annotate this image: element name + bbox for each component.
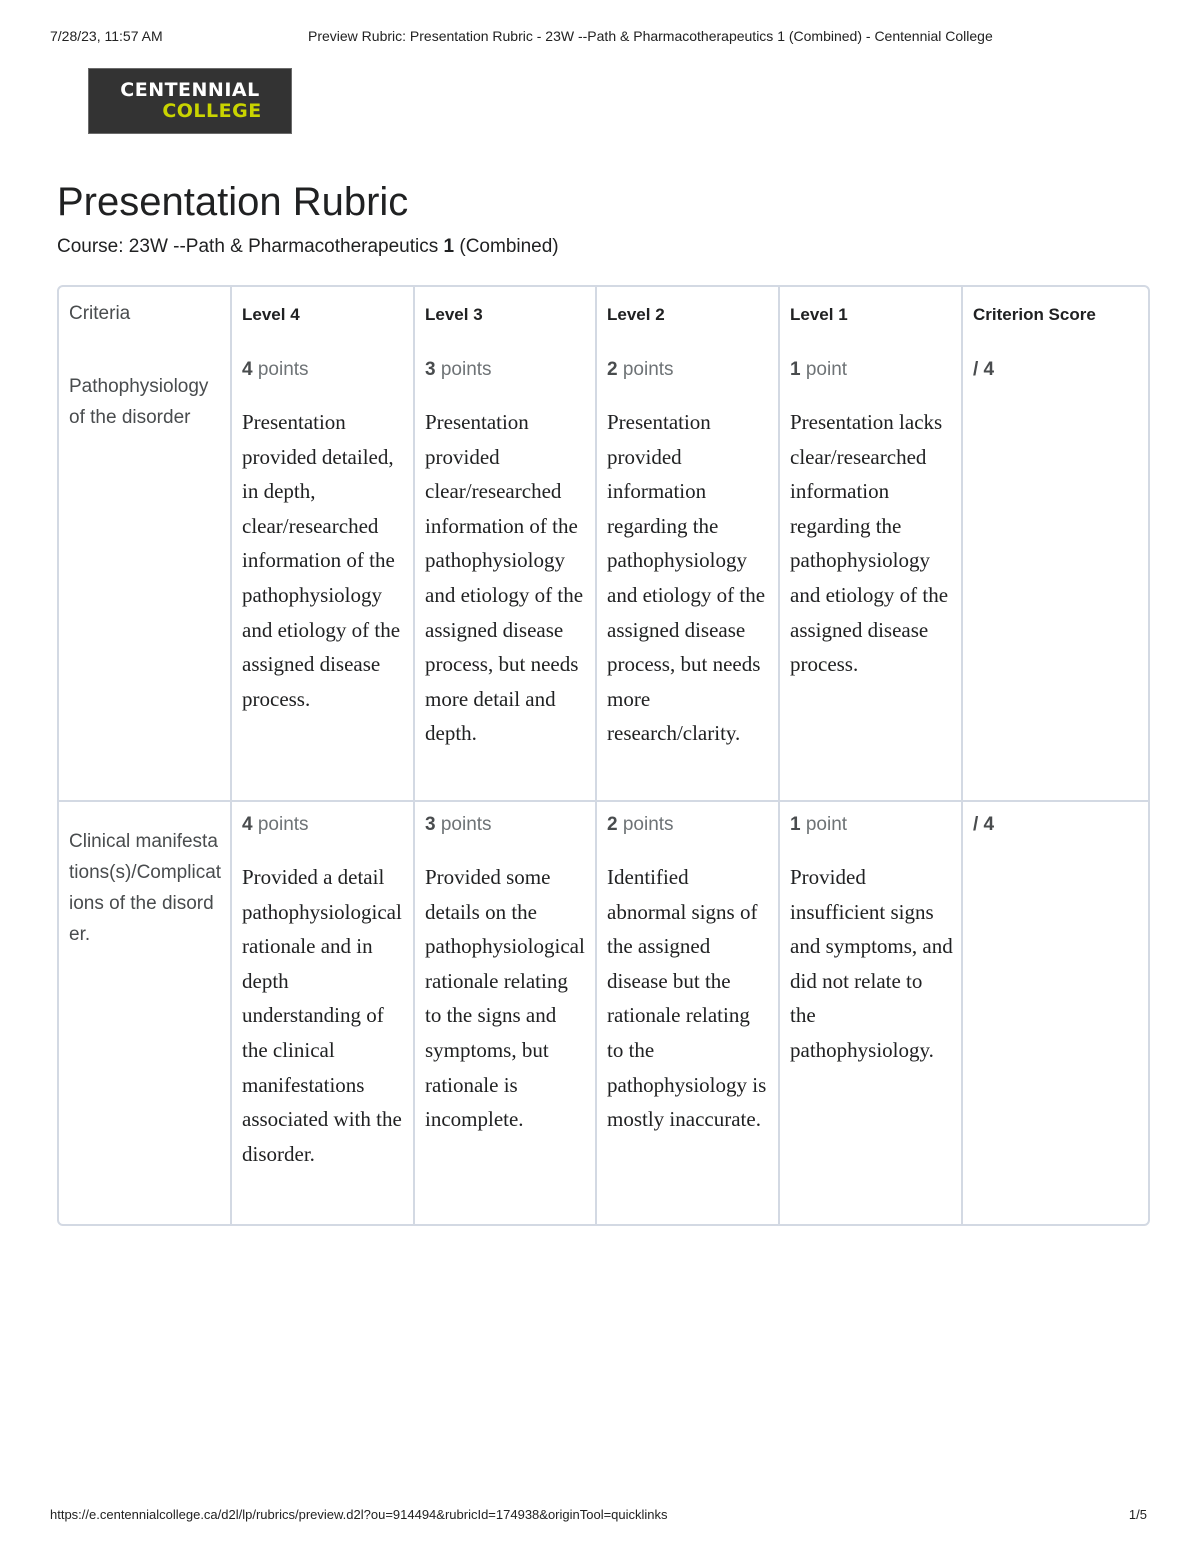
print-page-number: 1/5 xyxy=(1128,1507,1147,1522)
level-cell xyxy=(597,347,780,802)
points-unit: points xyxy=(252,359,309,380)
header-criterion-score: Criterion Score xyxy=(973,305,1096,324)
criterion-score-cell xyxy=(963,802,1148,1224)
points-unit: point xyxy=(800,814,848,835)
criterion-score: / 4 xyxy=(973,359,995,380)
level-description: Presentation provided clear/researched information of the pathophysiology and etiology of the assigned disease process, but needs more detail and depth. xyxy=(425,410,584,746)
level-description: Presentation provided information regarding the pathophysiology and etiology of the assigned disease process, but needs more research/clarity. xyxy=(607,410,766,746)
table-row xyxy=(59,347,1148,802)
points-unit: points xyxy=(617,359,674,380)
rubric-header-row xyxy=(59,287,1148,347)
points-unit: points xyxy=(617,814,674,835)
header-level-3: Level 3 xyxy=(415,287,597,347)
rubric-table xyxy=(57,285,1150,1226)
level-points xyxy=(790,814,953,836)
level-points xyxy=(242,359,405,381)
criterion-name: Pathophysiology of the disorder xyxy=(69,376,209,428)
print-page-title: Preview Rubric: Presentation Rubric - 23W --Path & Pharmacotherapeutics 1 (Combined) - Centennial College xyxy=(308,28,993,44)
header-level-1: Level 1 xyxy=(780,287,963,347)
level-points xyxy=(607,814,770,836)
points-unit: points xyxy=(252,814,309,835)
points-value: 2 xyxy=(607,814,618,835)
logo-line-2: COLLEGE xyxy=(162,100,262,122)
points-value: 2 xyxy=(607,359,618,380)
level-points xyxy=(425,814,587,836)
criterion-score: / 4 xyxy=(973,814,995,835)
level-cell xyxy=(415,802,597,1224)
criterion-cell xyxy=(59,347,232,802)
page-title: Presentation Rubric xyxy=(57,180,409,224)
level-points xyxy=(790,359,953,381)
points-value: 3 xyxy=(425,359,436,380)
course-label xyxy=(57,236,559,258)
level-points xyxy=(242,814,405,836)
level-points xyxy=(607,359,770,381)
course-number: 1 xyxy=(443,236,455,257)
points-unit: points xyxy=(435,814,492,835)
level-cell xyxy=(597,802,780,1224)
header-level-2: Level 2 xyxy=(597,287,780,347)
centennial-college-logo[interactable] xyxy=(88,68,292,134)
level-cell xyxy=(780,347,963,802)
points-value: 3 xyxy=(425,814,436,835)
level-points xyxy=(425,359,587,381)
level-description: Presentation provided detailed, in depth, clear/researched information of the pathophysiology and etiology of the assigned disease process. xyxy=(242,410,401,711)
criterion-cell xyxy=(59,802,232,1224)
logo-line-1: CENTENNIAL xyxy=(120,79,260,101)
course-suffix: (Combined) xyxy=(454,236,559,257)
print-footer-url: https://e.centennialcollege.ca/d2l/lp/rubrics/preview.d2l?ou=914494&rubricId=174938&originTool=quicklinks xyxy=(50,1507,668,1522)
points-value: 1 xyxy=(790,359,801,380)
level-description: Identified abnormal signs of the assigned disease but the rationale relating to the pathophysiology is mostly inaccurate. xyxy=(607,865,767,1132)
level-description: Provided insufficient signs and symptoms, and did not relate to the pathophysiology. xyxy=(790,865,953,1062)
level-description: Provided a detail pathophysiological rationale and in depth understanding of the clinical manifestations associated with the disorder. xyxy=(242,865,402,1166)
level-description: Presentation lacks clear/researched information regarding the pathophysiology and etiology of the assigned disease process. xyxy=(790,410,949,677)
table-row xyxy=(59,802,1148,1224)
points-value: 4 xyxy=(242,359,253,380)
criterion-score-cell xyxy=(963,347,1148,802)
level-cell xyxy=(415,347,597,802)
criterion-name: Clinical manifestations(s)/Complications of the disorder. xyxy=(69,831,222,945)
level-description: Provided some details on the pathophysiological rationale relating to the signs and symptoms, but rationale is incomplete. xyxy=(425,865,585,1132)
header-criteria: Criteria xyxy=(59,287,232,347)
course-prefix: Course: 23W --Path & Pharmacotherapeutics xyxy=(57,236,444,257)
level-cell xyxy=(232,347,415,802)
points-value: 1 xyxy=(790,814,801,835)
points-value: 4 xyxy=(242,814,253,835)
header-level-4: Level 4 xyxy=(232,287,415,347)
points-unit: points xyxy=(435,359,492,380)
level-cell xyxy=(780,802,963,1224)
print-date: 7/28/23, 11:57 AM xyxy=(50,28,163,44)
points-unit: point xyxy=(800,359,848,380)
level-cell xyxy=(232,802,415,1224)
